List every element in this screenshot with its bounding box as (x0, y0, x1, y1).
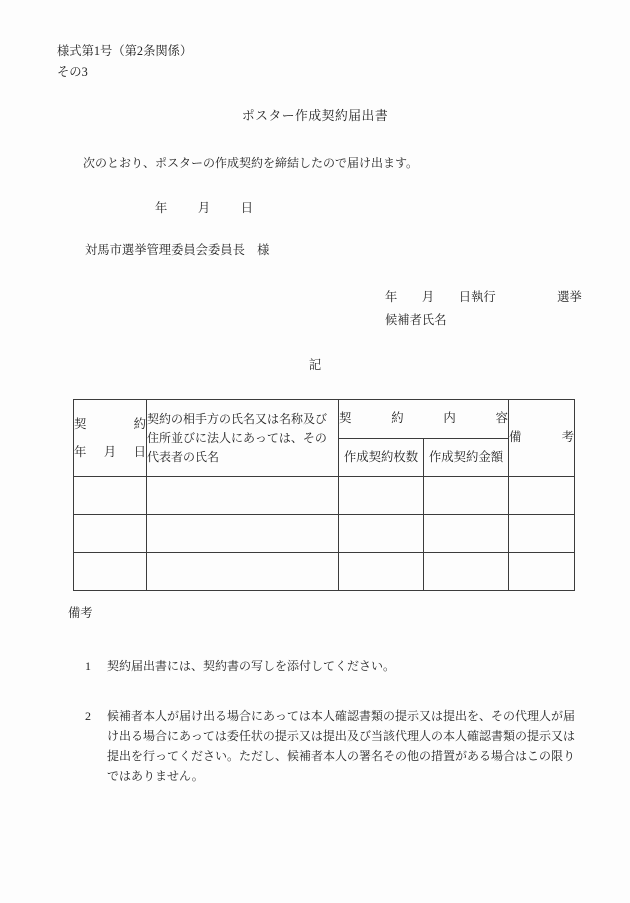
cell-sheets (339, 515, 424, 553)
note-item (85, 706, 575, 786)
note-number: 2 (85, 709, 91, 723)
header-contract-date-line1: 契 約 (74, 417, 146, 431)
header-contract-date-line2: 年 月 日 (74, 445, 146, 459)
header-contract-date (74, 400, 147, 477)
table-row (74, 477, 575, 515)
header-party: 契約の相手方の氏名又は名称及び住所並びに法人にあっては、その代表者の氏名 (147, 400, 339, 477)
cell-party (147, 515, 339, 553)
header-remarks-label: 備 考 (509, 430, 574, 445)
cell-remarks (509, 515, 575, 553)
cell-contract-date (74, 553, 147, 591)
header-contract-content (339, 400, 509, 439)
cell-amount (424, 477, 509, 515)
header-sheets: 作成契約枚数 (339, 439, 424, 477)
election-date-line: 年 月 日執行 選挙 (385, 290, 582, 304)
cell-party (147, 553, 339, 591)
record-heading: 記 (308, 358, 322, 372)
cell-sheets (339, 553, 424, 591)
notes-list (85, 626, 575, 816)
candidate-name-label: 候補者氏名 (385, 313, 447, 327)
note-number: 1 (85, 659, 91, 673)
cell-amount (424, 553, 509, 591)
table-row (74, 515, 575, 553)
note-item (85, 656, 575, 676)
table-row (74, 553, 575, 591)
form-sub-number: その3 (57, 65, 88, 79)
notes-heading: 備考 (68, 606, 93, 620)
contract-table-body (74, 477, 575, 591)
note-text: 候補者本人が届け出る場合にあっては本人確認書類の提示又は提出を、その代理人が届け出る場合にあっては委任状の提示又は提出及び当該代理人の本人確認書類の提示又は提出を行ってください。ただし、候補者本人の署名その他の措置がある場合はこの限りではありません。 (107, 709, 576, 783)
document-title: ポスター作成契約届出書 (241, 109, 389, 123)
cell-sheets (339, 477, 424, 515)
cell-amount (424, 515, 509, 553)
cell-party (147, 477, 339, 515)
cell-contract-date (74, 515, 147, 553)
cell-remarks (509, 477, 575, 515)
header-contract-content-label: 契 約 内 容 (339, 411, 508, 426)
note-text: 契約届出書には、契約書の写しを添付してください。 (107, 659, 396, 673)
form-number: 様式第1号（第2条関係） (57, 44, 193, 58)
header-amount: 作成契約金額 (424, 439, 509, 477)
cell-contract-date (74, 477, 147, 515)
contract-table-header (74, 400, 575, 477)
contract-table (73, 399, 575, 591)
submission-date-line: 年 月 日 (155, 201, 256, 215)
intro-sentence: 次のとおり、ポスターの作成契約を締結したので届け出ます。 (83, 156, 419, 170)
cell-remarks (509, 553, 575, 591)
addressee-line: 対馬市選挙管理委員会委員長 様 (85, 243, 270, 257)
header-remarks (509, 400, 575, 477)
